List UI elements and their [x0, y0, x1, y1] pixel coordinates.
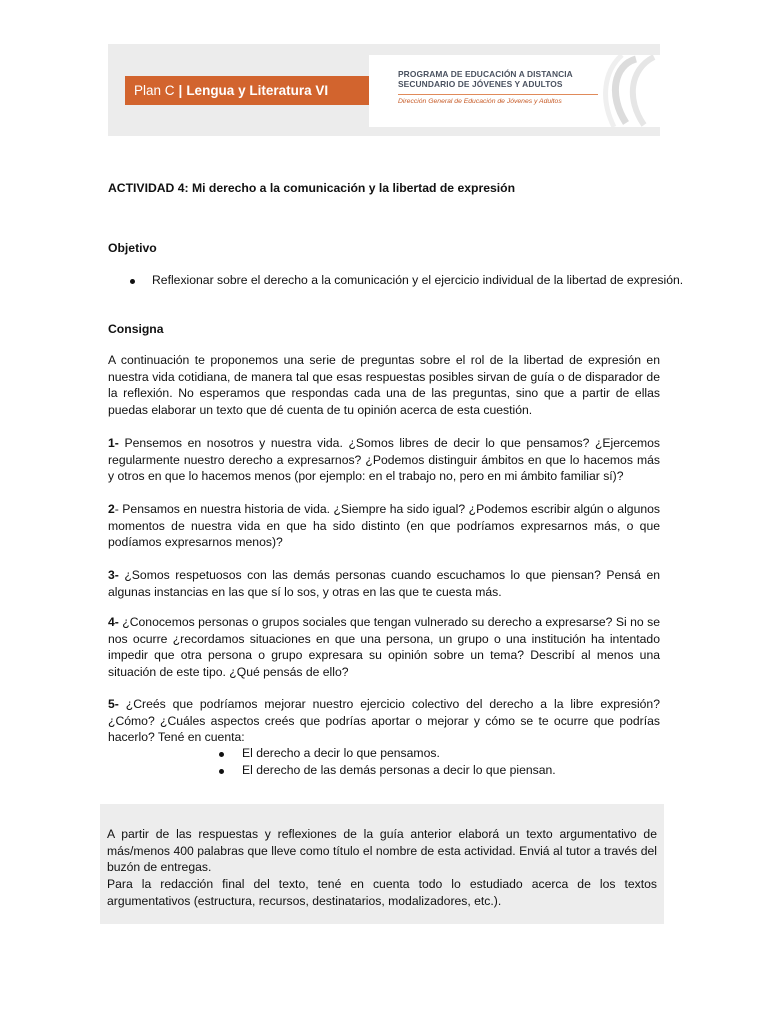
question-3 [108, 567, 660, 600]
plan-label: Plan C [134, 83, 175, 98]
program-divider [398, 94, 598, 95]
bullet-icon [219, 769, 224, 774]
instructions-paragraph-2: Para la redacción final del texto, tené en cuenta todo lo estudiado acerca de los textos argumentativos (estructura, recursos, destinatarios, modalizadores, etc.). [107, 877, 657, 908]
question-number: 3- [108, 568, 119, 582]
question-text: ¿Somos respetuosos con las demás personas cuando escuchamos lo que piensan? Pensá en algunas instancias en las que sí lo sos, y otras en las que te cuesta más. [108, 568, 660, 599]
question-text: ¿Creés que podríamos mejorar nuestro ejercicio colectivo del derecho a la libre expresión? ¿Cómo? ¿Cuáles aspectos creés que podrías aportar o mejorar y cómo se te ocurre que podrías hacerlo? Tené en cuenta: [108, 697, 660, 744]
objetivo-heading: Objetivo [108, 241, 157, 255]
program-panel [369, 55, 660, 127]
q5-bullet-1: El derecho a decir lo que pensamos. [242, 746, 440, 760]
question-number: 5- [108, 697, 119, 711]
bullet-icon [219, 752, 224, 757]
q5-bullet-2: El derecho de las demás personas a decir lo que piensan. [242, 763, 556, 777]
activity-title: ACTIVIDAD 4: Mi derecho a la comunicación y la libertad de expresión [108, 181, 516, 195]
question-number: 1- [108, 436, 119, 450]
objetivo-bullet: Reflexionar sobre el derecho a la comunicación y el ejercicio individual de la libertad de expresión. [152, 273, 684, 287]
question-text: Pensemos en nosotros y nuestra vida. ¿Somos libres de decir lo que pensamos? ¿Ejercemos regularmente nuestro derecho a expresarnos? ¿Podemos distinguir ámbitos en que lo hacemos más y otros en que lo hacemos menos (por ejemplo: en el trabajo no, pero en mi ámbito familiar sí)? [108, 436, 660, 483]
consigna-intro: A continuación te proponemos una serie de preguntas sobre el rol de la libertad de expresión en nuestra vida cotidiana, de manera tal que esas respuestas posibles sirvan de guía o de disparador de la reflexión. No esperamos que respondas cada una de las preguntas, sino que a partir de ellas puedas elaborar un texto que dé cuenta de tu opinión acerca de esta cuestión. [108, 353, 660, 417]
header-banner [108, 44, 660, 136]
bullet-icon [130, 279, 135, 284]
question-number: 2 [108, 502, 115, 516]
question-text: ¿Conocemos personas o grupos sociales que tengan vulnerado su derecho a expresarse? Si no se nos ocurre ¿recordamos situaciones en que una persona, un grupo o una institución ha intentado impedir que otra persona o grupo expresara su opinión sobre un tema? Describí al menos una situación de este tipo. ¿Qué pensás de ello? [108, 615, 660, 679]
program-direction: Dirección General de Educación de Jóvenes y Adultos [398, 98, 562, 105]
subject-label: Lengua y Literatura VI [186, 83, 329, 98]
program-title [398, 69, 573, 89]
question-text: - Pensamos en nuestra historia de vida. ¿Siempre ha sido igual? ¿Podemos escribir algún o algunos momentos de nuestra vida en que ha sido distinto (en que podríamos expresarnos más, o que podíamos expresarnos menos)? [108, 502, 660, 549]
question-5 [108, 696, 660, 746]
question-2 [108, 501, 660, 551]
program-title-line2: SECUNDARIO DE JÓVENES Y ADULTOS [398, 79, 563, 89]
program-title-line1: PROGRAMA DE EDUCACIÓN A DISTANCIA [398, 69, 573, 79]
instructions-box [100, 804, 664, 924]
question-number: 4- [108, 615, 119, 629]
plan-separator: | [178, 83, 183, 98]
instructions-paragraph-1: A partir de las respuestas y reflexiones de la guía anterior elaborá un texto argumentativo de más/menos 400 palabras que lleve como título el nombre de esta actividad. Enviá al tutor a través del buzón de entregas. [107, 827, 657, 874]
question-4 [108, 614, 660, 680]
program-logo-icon [596, 55, 660, 127]
question-1 [108, 435, 660, 485]
consigna-heading: Consigna [108, 322, 164, 336]
